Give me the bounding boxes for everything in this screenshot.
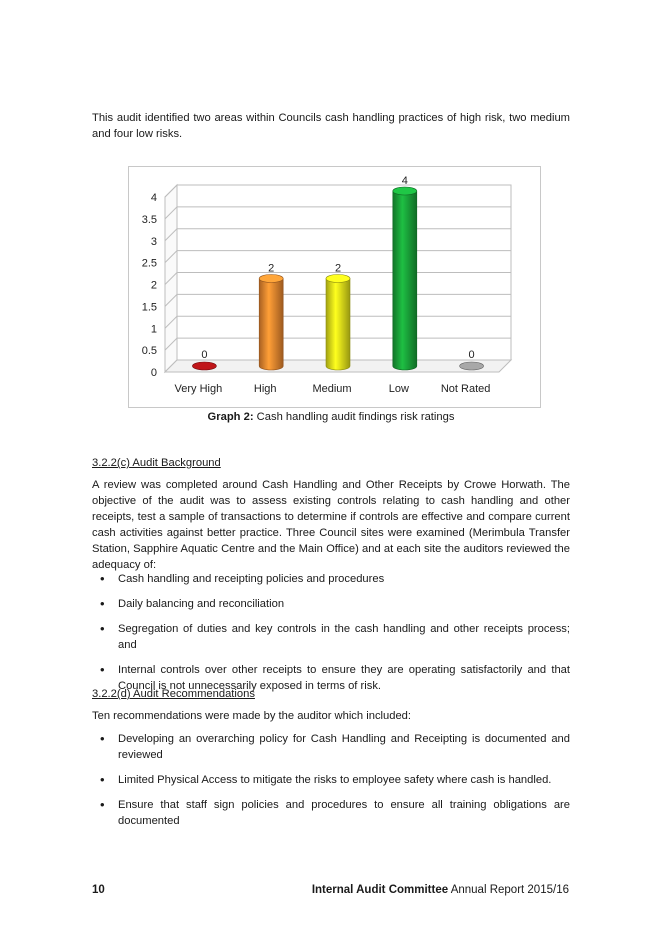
bar-medium [326, 279, 350, 371]
list-item: • Limited Physical Access to mitigate the risks to employee safety where cash is handled. [92, 772, 570, 788]
background-heading: 3.2.2(c) Audit Background [92, 457, 221, 469]
chart-caption [0, 411, 662, 423]
recommendations-heading: 3.2.2(d) Audit Recommendations [92, 688, 255, 700]
bar-high [259, 279, 283, 371]
y-tick-label: 2.5 [141, 257, 157, 270]
y-tick-label: 0 [150, 367, 157, 379]
x-tick-label-high: High [253, 383, 277, 395]
risk-rating-chart [128, 166, 541, 408]
y-tick-label: 1.5 [141, 301, 157, 314]
y-tick-label: 4 [150, 192, 157, 204]
bar-top-high [259, 275, 283, 283]
list-item: • Daily balancing and reconciliation [92, 596, 570, 612]
list-item: • Internal controls over other receipts to ensure they are operating satisfactorily and that Council is not unnecessarily exposed in terms of risk. [92, 662, 570, 694]
data-label-medium: 2 [334, 262, 342, 275]
y-tick-label: 1 [150, 323, 157, 336]
bar-not-rated [460, 362, 484, 370]
list-item: • Segregation of duties and key controls in the cash handling and other receipts process; and [92, 621, 570, 653]
caption-text: Cash handling audit findings risk ratings [256, 411, 455, 423]
chart-svg [129, 167, 540, 407]
footer-title-bold: Internal Audit Committee [311, 884, 449, 896]
y-tick-label: 3 [150, 235, 157, 248]
bar-top-medium [326, 275, 350, 283]
footer-title [312, 884, 569, 896]
page-number: 10 [92, 884, 105, 896]
data-label-high: 2 [268, 262, 275, 275]
bar-top-low [393, 187, 417, 195]
caption-label: Graph 2: [207, 411, 254, 423]
y-tick-label: 2 [150, 279, 157, 292]
data-label-not-rated: 0 [468, 349, 475, 361]
x-tick-label-very-high: Very High [174, 383, 223, 395]
x-tick-label-low: Low [388, 383, 409, 395]
recommendations-paragraph: Ten recommendations were made by the auditor which included: [92, 710, 412, 722]
footer-title-rest: Annual Report 2015/16 [448, 884, 569, 896]
bar-low [393, 191, 417, 370]
data-label-low: 4 [401, 175, 408, 187]
list-item: • Developing an overarching policy for Cash Handling and Receipting is documented and reviewed [92, 731, 570, 763]
bar-very-high [192, 362, 216, 370]
background-paragraph: A review was completed around Cash Handling and Other Receipts by Crowe Horwath. The objective of the audit was to assess existing controls relating to cash handling and other receipts, test a sample of transactions to determine if controls are effective and compare current cash activities against better practice. Three Council sites were examined (Merimbula Transfer Station, Sapphire Aquatic Centre and the Main Office) and at each site the auditors reviewed the adequacy of: [92, 479, 570, 571]
recommendations-bullet-list [92, 731, 570, 838]
intro-paragraph: This audit identified two areas within Councils cash handling practices of high risk, two medium and four low risks. [92, 112, 570, 140]
x-tick-label-medium: Medium [312, 383, 352, 395]
data-label-very-high: 0 [201, 349, 208, 361]
y-tick-label: 3.5 [141, 213, 157, 226]
x-tick-label-not-rated: Not Rated [440, 383, 491, 395]
list-item: • Cash handling and receipting policies and procedures [92, 571, 570, 587]
list-item: • Ensure that staff sign policies and procedures to ensure all training obligations are documented [92, 797, 570, 829]
background-bullet-list [92, 571, 570, 703]
y-tick-label: 0.5 [141, 345, 157, 358]
